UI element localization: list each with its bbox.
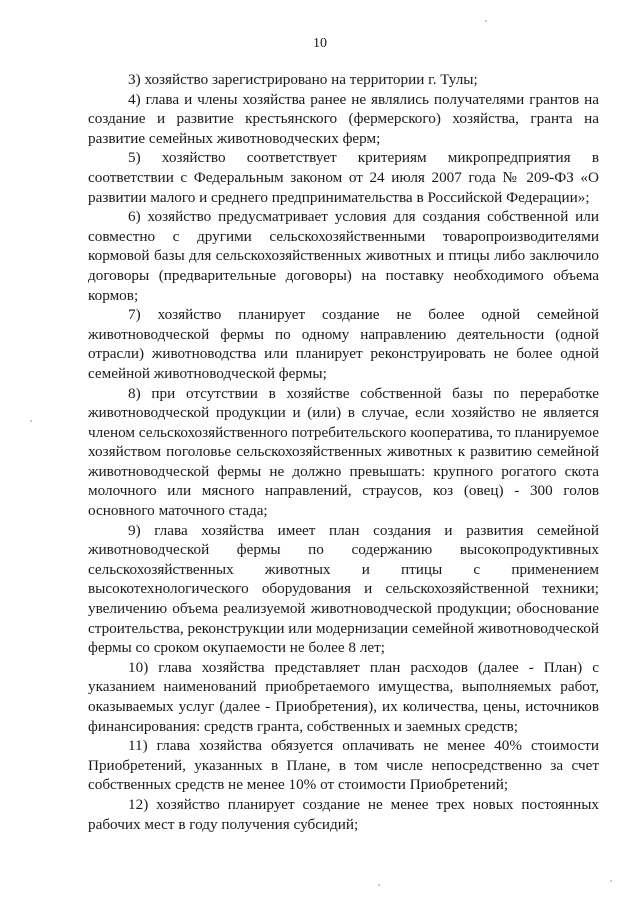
list-item-3: 3) хозяйство зарегистрировано на территории г. Тулы; bbox=[128, 71, 478, 88]
list-item-4: 4) глава и члены хозяйства ранее не являлись получателями грантов на создание и развитие крестьянского (фермерского) хозяйства, гранта на развитие семейных животноводческих ферм; bbox=[88, 90, 599, 147]
list-item-7: 7) хозяйство планирует создание не более одной семейной животноводческой фермы по одному направлению деятельности (одной отрасли) животноводства или планирует реконструировать не более одной семейной животноводческой фермы; bbox=[88, 306, 599, 382]
list-item-12: 12) хозяйство планирует создание не менее трех новых постоянных рабочих мест в году получения субсидий; bbox=[88, 795, 599, 833]
list-item-5: 5) хозяйство соответствует критериям микропредприятия в соответствии с Федеральным законом от 24 июля 2007 года № 209-ФЗ «О развитии малого и среднего предпринимательства в Российской Федерации»; bbox=[88, 149, 599, 206]
list-item-6: 6) хозяйство предусматривает условия для создания собственной или совместно с другими сельскохозяйственными товаропроизводителями кормовой базы для сельскохозяйственных животных и птицы либо заключило договоры (предварительные договоры) на поставку необходимого объема кормов; bbox=[88, 208, 599, 304]
scan-speck bbox=[610, 880, 612, 882]
list-item-11: 11) глава хозяйства обязуется оплачивать не менее 40% стоимости Приобретений, указанных в Плане, в том числе непосредственно за счет собственных средств не менее 10% от стоимости Приобретений; bbox=[88, 737, 599, 794]
scan-speck bbox=[30, 420, 32, 422]
list-item-9: 9) глава хозяйства имеет план создания и развития семейной животноводческой фермы по содержанию высокопродуктивных сельскохозяйственных животных и птицы с применением высокотехнологического оборудования и сельскохозяйственной техники; увеличению объема реализуемой животноводческой продукции; обоснование строительства, реконструкции или модернизации семейной животноводческой фермы со сроком окупаемости не более 8 лет; bbox=[88, 521, 599, 657]
document-body bbox=[88, 70, 599, 834]
page-number: 10 bbox=[313, 36, 327, 51]
scan-speck bbox=[378, 884, 380, 886]
scan-speck bbox=[485, 20, 487, 22]
list-item-10: 10) глава хозяйства представляет план расходов (далее - План) с указанием наименований приобретаемого имущества, выполняемых работ, оказываемых услуг (далее - Приобретения), их количества, цены, источников финансирования: средств гранта, собственных и заемных средств; bbox=[88, 658, 599, 735]
list-item-8: 8) при отсутствии в хозяйстве собственной базы по переработке животноводческой продукции и (или) в случае, если хозяйство не является членом сельскохозяйственного потребительского кооператива, то планируемое хозяйством поголовье сельскохозяйственных животных к развитию семейной животноводческой фермы не должно превышать: крупного рогатого скота молочного или мясного направлений, страусов, коз (овец) - 300 голов основного маточного стада; bbox=[88, 384, 600, 520]
